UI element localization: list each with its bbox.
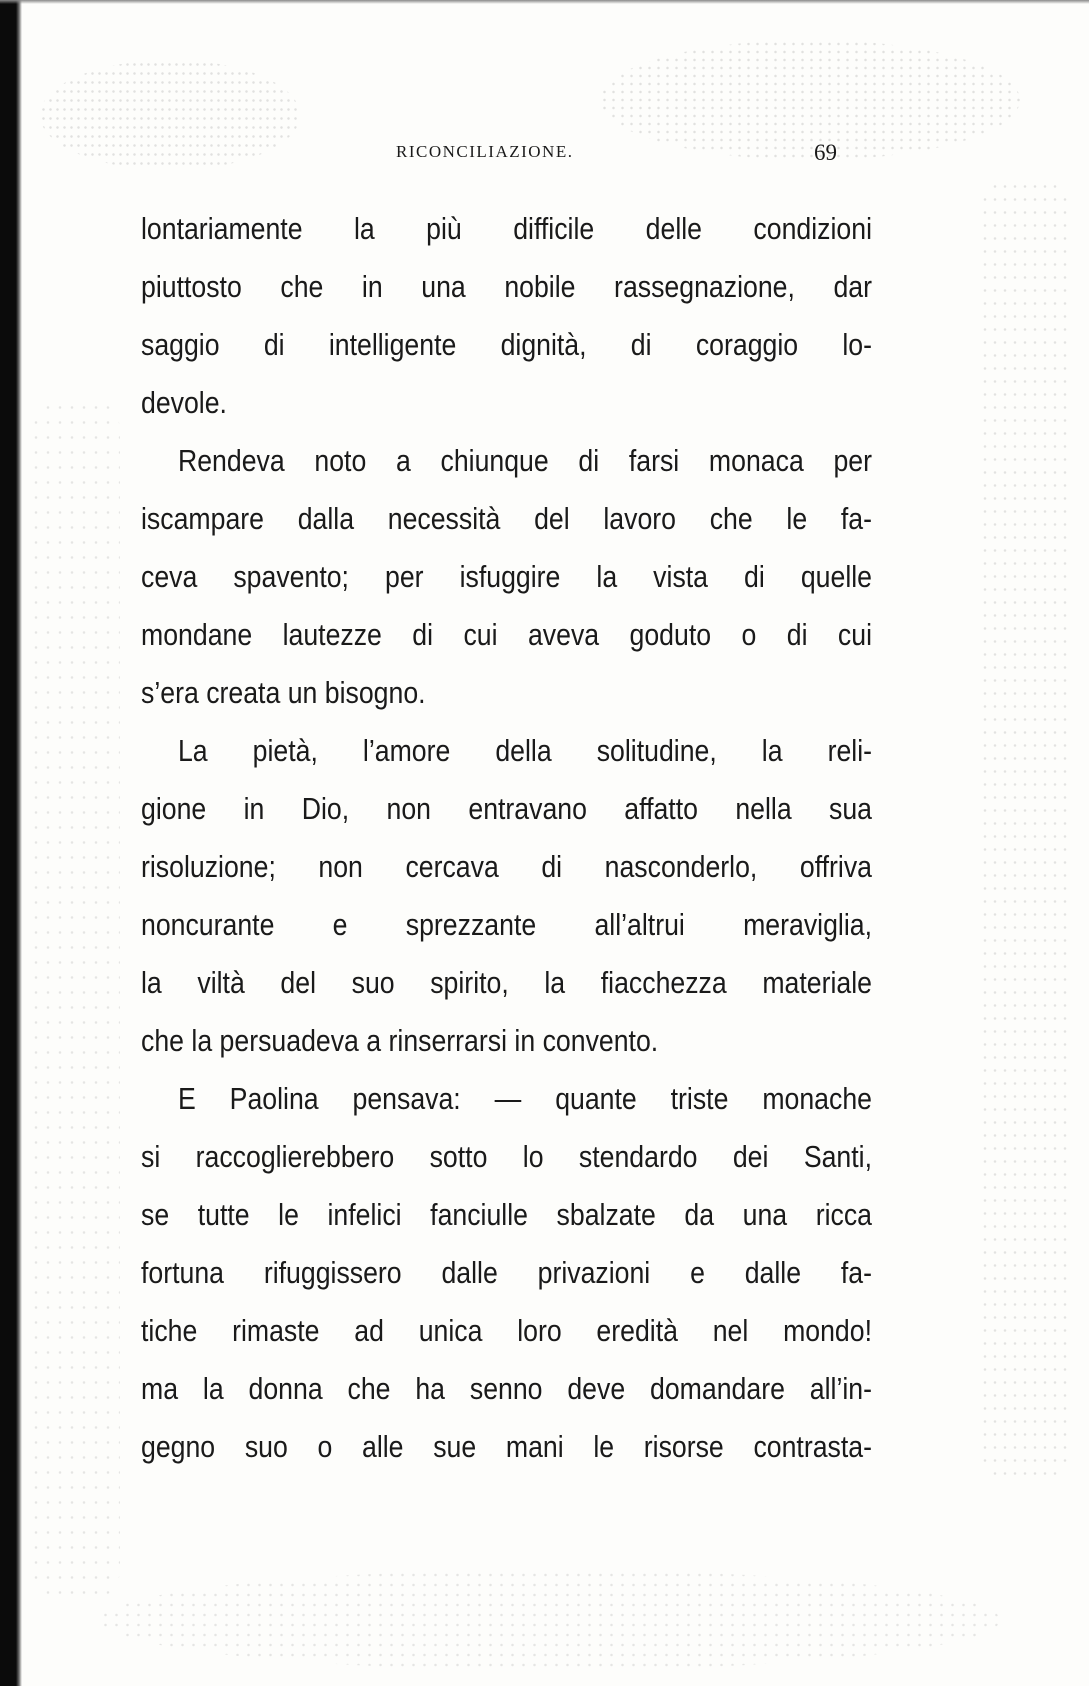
text-line: saggio di intelligente dignità, di coraggio lo-	[141, 327, 872, 362]
text-line: mondane lautezze di cui aveva goduto o di cui	[141, 617, 872, 652]
text-line: risoluzione; non cercava di nasconderlo, offriva	[141, 849, 872, 884]
text-line: tiche rimaste ad unica loro eredità nel mondo!	[141, 1313, 872, 1348]
text-line: la viltà del suo spirito, la fiacchezza materiale	[141, 965, 872, 1000]
text-line: E Paolina pensava: — quante triste monache	[177, 1081, 873, 1116]
paper-speckle	[600, 40, 1020, 160]
text-line: ma la donna che ha senno deve domandare all’in-	[141, 1371, 872, 1406]
text-line: La pietà, l’amore della solitudine, la reli-	[177, 733, 873, 768]
paper-speckle	[100, 1570, 1000, 1670]
text-line: Rendeva noto a chiunque di farsi monaca per	[177, 443, 873, 478]
paper-speckle	[980, 180, 1070, 1480]
text-line: s’era creata un bisogno.	[141, 675, 426, 710]
running-title: RICONCILIAZIONE.	[396, 142, 574, 161]
text-line: gegno suo o alle sue mani le risorse contrasta-	[141, 1429, 872, 1464]
page-number: 69	[814, 140, 837, 165]
text-line: iscampare dalla necessità del lavoro che le fa-	[141, 501, 872, 536]
text-line: devole.	[141, 385, 227, 420]
binding-shadow	[0, 0, 22, 1686]
text-line: si raccoglierebbero sotto lo stendardo dei Santi,	[141, 1139, 872, 1174]
text-line: noncurante e sprezzante all’altrui meraviglia,	[141, 907, 872, 942]
text-line: fortuna rifuggissero dalle privazioni e dalle fa-	[141, 1255, 872, 1290]
text-line: ceva spavento; per isfuggire la vista di quelle	[141, 559, 872, 594]
text-line: piuttosto che in una nobile rassegnazione, dar	[141, 269, 872, 304]
page-top-edge	[0, 0, 1089, 4]
body-text	[141, 200, 872, 1476]
text-line: se tutte le infelici fanciulle sbalzate da una ricca	[141, 1197, 872, 1232]
paper-speckle	[40, 60, 300, 170]
text-line: lontariamente la più difficile delle condizioni	[141, 211, 872, 246]
text-line: che la persuadeva a rinserrarsi in convento.	[141, 1023, 659, 1058]
paper-speckle	[30, 400, 120, 1600]
text-line: gione in Dio, non entravano affatto nella sua	[141, 791, 872, 826]
